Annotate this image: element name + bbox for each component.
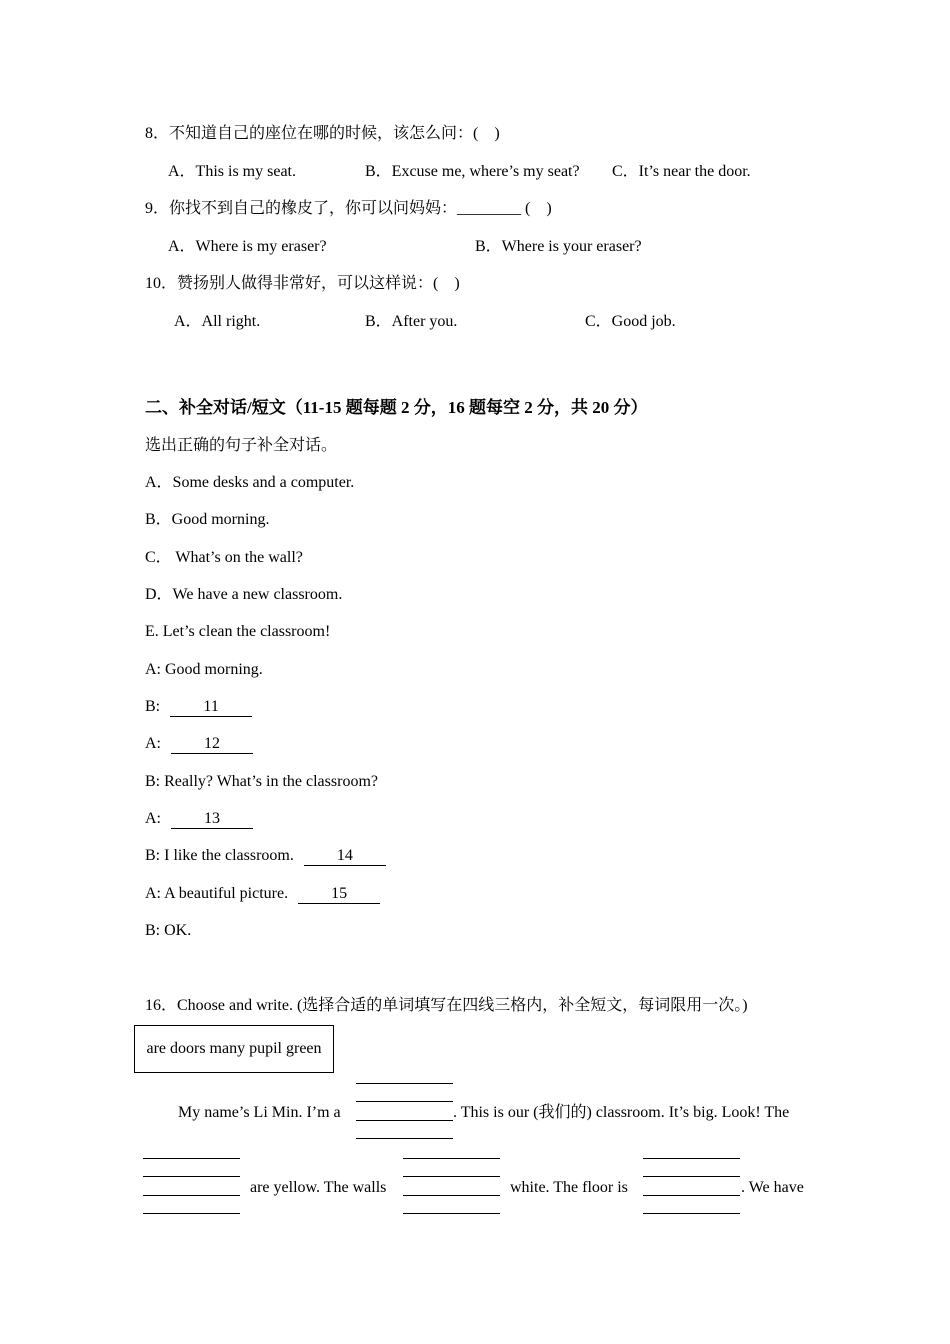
word-bank: are doors many pupil green xyxy=(146,1040,322,1057)
choice-option: D．We have a new classroom. xyxy=(145,586,343,603)
dialogue-speaker: A: xyxy=(145,735,161,752)
answer-blank-14[interactable]: 14 xyxy=(304,847,386,866)
q16-prompt: 16．Choose and write. (选择合适的单词填写在四线三格内，补全短文，每词限用一次。) xyxy=(145,997,748,1014)
dialogue-line xyxy=(145,884,380,904)
q9-option-b: B．Where is your eraser? xyxy=(475,238,642,255)
choice-option: E. Let’s clean the classroom! xyxy=(145,623,331,640)
choice-option: B．Good morning. xyxy=(145,511,270,528)
writing-slot-1[interactable] xyxy=(356,1083,453,1139)
passage-text: . We have xyxy=(741,1179,804,1196)
q8-stem: 8．不知道自己的座位在哪的时候，该怎么问：( ) xyxy=(145,125,500,142)
q8-option-b: B．Excuse me, where’s my seat? xyxy=(365,163,580,180)
dialogue-line xyxy=(145,809,253,829)
dialogue-text: A: A beautiful picture. xyxy=(145,885,289,902)
dialogue-text: B: I like the classroom. xyxy=(145,847,294,864)
answer-blank-15[interactable]: 15 xyxy=(298,885,380,904)
dialogue-line xyxy=(145,846,386,866)
answer-blank-13[interactable]: 13 xyxy=(171,810,253,829)
section-heading: 二、补全对话/短文（11-15 题每题 2 分，16 题每空 2 分，共 20 分） xyxy=(145,398,648,417)
q10-option-b: B．After you. xyxy=(365,313,458,330)
q8-option-a: A．This is my seat. xyxy=(168,163,296,180)
dialogue-line: B: Really? What’s in the classroom? xyxy=(145,773,378,790)
choice-option: A．Some desks and a computer. xyxy=(145,474,355,491)
q8-option-c: C．It’s near the door. xyxy=(612,163,751,180)
dialogue-line: A: Good morning. xyxy=(145,661,263,678)
dialogue-line: B: OK. xyxy=(145,922,192,939)
choice-option: C． What’s on the wall? xyxy=(145,549,303,566)
passage-text: My name’s Li Min. I’m a xyxy=(178,1104,341,1121)
dialogue-line xyxy=(145,734,253,754)
passage-text: . This is our (我们的) classroom. It’s big. Look! The xyxy=(453,1104,790,1121)
dialogue-speaker: B: xyxy=(145,698,161,715)
q10-stem: 10．赞扬别人做得非常好，可以这样说：( ) xyxy=(145,275,460,292)
passage-text: are yellow. The walls xyxy=(250,1179,387,1196)
q10-option-c: C．Good job. xyxy=(585,313,676,330)
q9-option-a: A．Where is my eraser? xyxy=(168,238,327,255)
q10-option-a: A．All right. xyxy=(174,313,261,330)
dialogue-speaker: A: xyxy=(145,810,161,827)
q9-stem: 9．你找不到自己的橡皮了，你可以问妈妈：________ ( ) xyxy=(145,200,552,217)
section-instruction: 选出正确的句子补全对话。 xyxy=(145,437,338,454)
answer-blank-12[interactable]: 12 xyxy=(171,735,253,754)
passage-text: white. The floor is xyxy=(510,1179,628,1196)
writing-slot-3[interactable] xyxy=(403,1158,500,1214)
writing-slot-4[interactable] xyxy=(643,1158,740,1214)
word-bank-box xyxy=(134,1025,334,1073)
dialogue-line xyxy=(145,697,252,717)
writing-slot-2[interactable] xyxy=(143,1158,240,1214)
answer-blank-11[interactable]: 11 xyxy=(170,698,252,717)
